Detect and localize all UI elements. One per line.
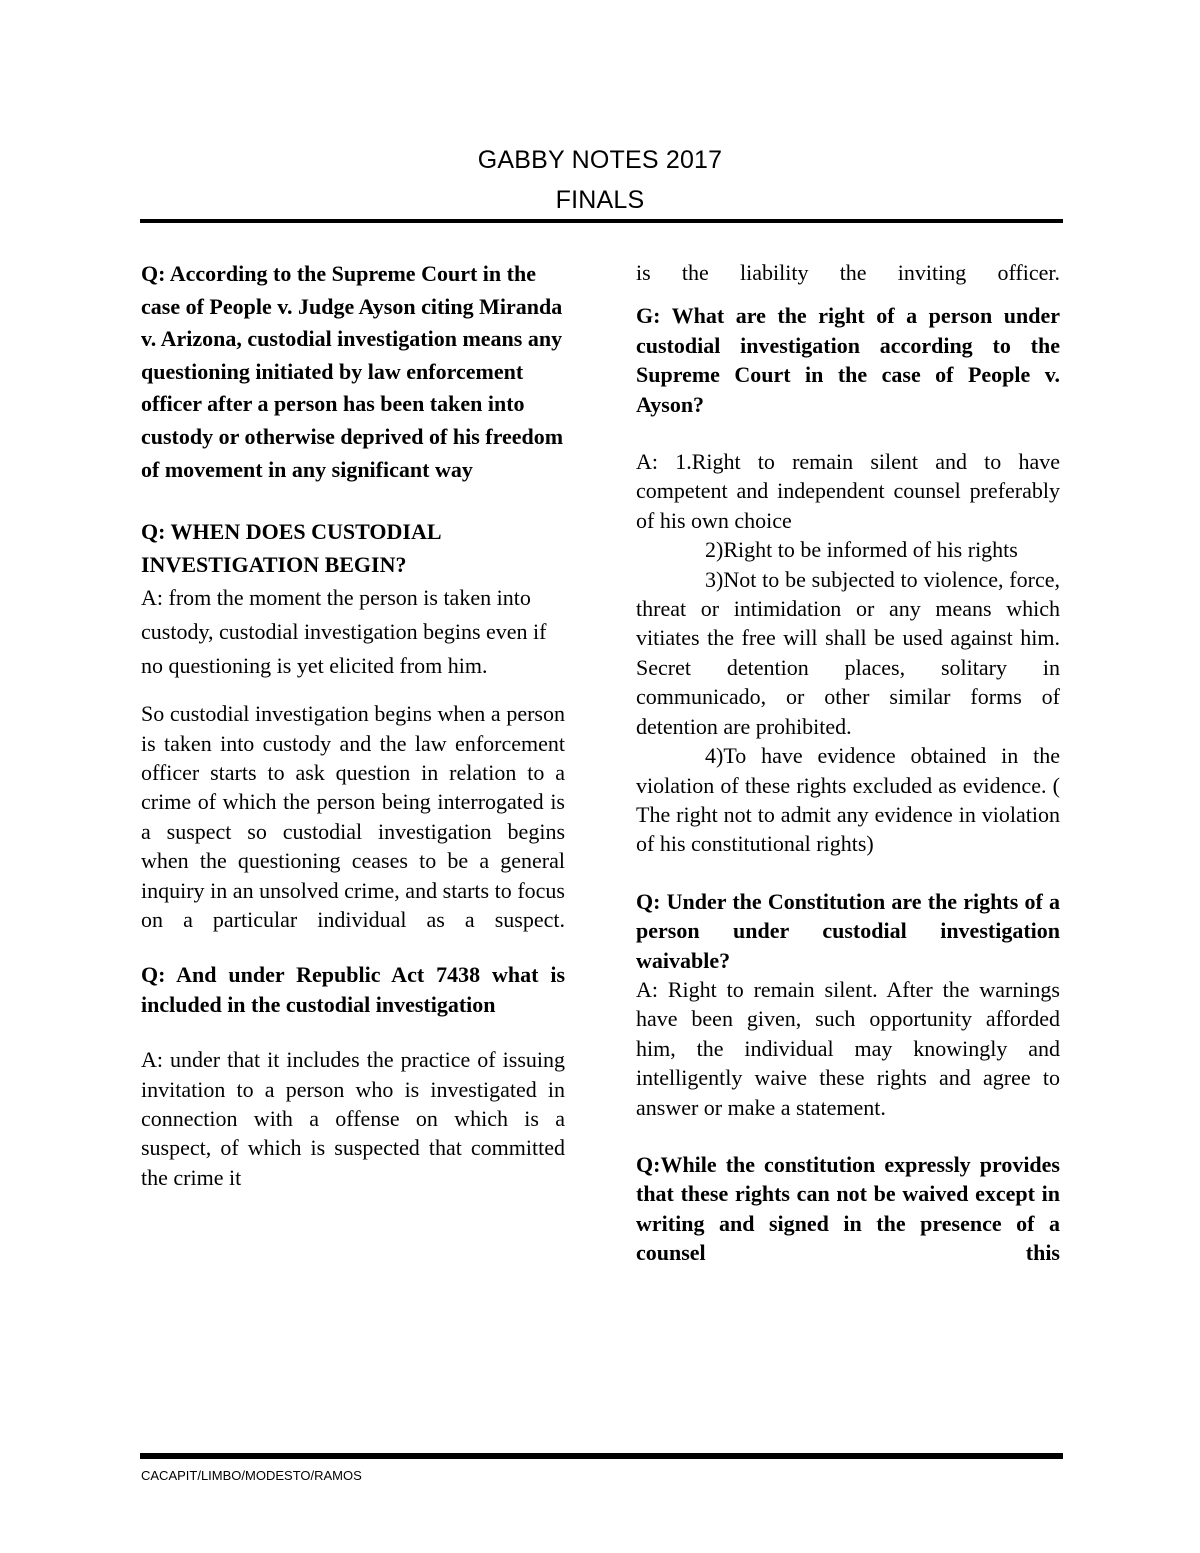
question-waivable: Q: Under the Constitution are the rights of a person under custodial investigation waivable?	[636, 888, 1060, 973]
paragraph-custodial-begins: So custodial investigation begins when a person is taken into custody and the law enforcement officer starts to ask question in relation to a crime of which the person being interrogated is a suspect so custodial investigation begins when the questioning ceases to be a general inquiry in an unsolved crime, and starts to focus on a particular individual as a suspect.	[141, 701, 565, 932]
question-when-begin: Q: WHEN DOES CUSTODIAL INVESTIGATION BEGIN?	[141, 519, 441, 577]
question-ra-7438: Q: And under Republic Act 7438 what is included in the custodial investigation	[141, 962, 565, 1017]
question-waiver-writing: Q:While the constitution expressly provides that these rights can not be waived except in writing and signed in the presence of a counsel this	[636, 1151, 1060, 1266]
answer-ra-7438: A: under that it includes the practice of issuing invitation to a person who is investigated in connection with a offense on which is a suspect, of which is suspected that committed the crime it	[141, 1047, 565, 1190]
continued-text: is the liability the inviting officer.	[636, 260, 1060, 285]
right-column	[636, 258, 1060, 1268]
answer-right-4: 4)To have evidence obtained in the violation of these rights excluded as evidence. ( The right not to admit any evidence in violation of his constitutional rights)	[636, 743, 1060, 857]
answer-right-1: A: 1.Right to remain silent and to have competent and independent counsel preferably of his own choice	[636, 449, 1060, 533]
left-column	[141, 258, 565, 1192]
footer-divider	[140, 1453, 1063, 1459]
answer-right-2: 2)Right to be informed of his rights	[705, 537, 1018, 563]
question-custodial-definition: Q: According to the Supreme Court in the case of People v. Judge Ayson citing Miranda v. Arizona, custodial investigation means any questioning initiated by law enforcement officer after a person has been taken into custody or otherwise deprived of his freedom of movement in any significant way	[141, 261, 564, 482]
question-rights-ayson: G: What are the right of a person under custodial investigation according to the Supreme Court in the case of People v. Ayson?	[636, 303, 1060, 417]
header-divider	[140, 219, 1063, 223]
document-title: GABBY NOTES 2017	[477, 146, 723, 174]
footer-authors: CACAPIT/LIMBO/MODESTO/RAMOS	[141, 1468, 362, 1483]
document-subtitle: FINALS	[555, 186, 645, 214]
answer-right-3: 3)Not to be subjected to violence, force, threat or intimidation or any means which vitiates the free will shall be used against him. Secret detention places, solitary in communicado, or other similar forms of detention are prohibited.	[636, 566, 1060, 739]
answer-when-begin: A: from the moment the person is taken into custody, custodial investigation begins even if no questioning is yet elicited from him.	[141, 585, 547, 678]
answer-waivable: A: Right to remain silent. After the warnings have been given, such opportunity afforded him, the individual may knowingly and intelligently waive these rights and agree to answer or make a statement.	[636, 976, 1060, 1120]
